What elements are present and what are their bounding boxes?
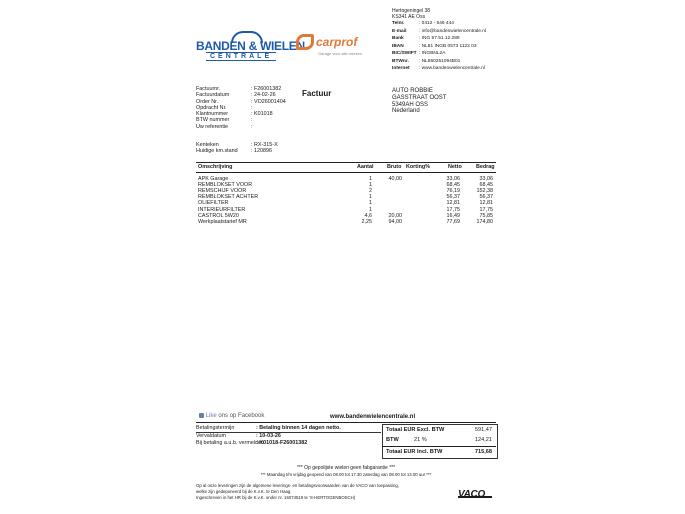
contact-label: Telnr. — [392, 21, 405, 26]
col-gross-header: Bruto — [387, 164, 402, 170]
facebook-like[interactable] — [199, 413, 264, 419]
table-row — [196, 188, 496, 194]
cell-qty: 4,6 — [364, 212, 372, 219]
contact-value: : ING 57.51.12.289 — [419, 36, 460, 41]
cell-desc: Werkplaatstarief MR — [198, 218, 247, 225]
totals-incl-label: Totaal EUR Incl. BTW — [386, 449, 443, 455]
payment-label: Betalingstermijn — [196, 425, 235, 431]
cell-qty: 1 — [369, 182, 372, 189]
meta-label: Uw referentie — [196, 123, 229, 130]
meta-row — [196, 124, 306, 130]
cell-net: 68,45 — [446, 182, 460, 189]
like-label: Like — [205, 413, 217, 420]
company-contact — [392, 20, 502, 73]
cell-qty: 1 — [369, 206, 372, 213]
contact-value: : NL81 INGB 0573 1122 03 — [419, 43, 477, 49]
cell-gross: 20,00 — [388, 212, 402, 219]
cell-amount: 12,81 — [479, 200, 493, 207]
contact-row — [392, 28, 502, 36]
col-desc-header: Omschrijving — [198, 164, 233, 170]
cell-desc: APK Garage — [198, 176, 229, 182]
cell-desc: REMBLOKSET ACHTER — [198, 194, 259, 201]
customer-line: AUTO ROBBIE — [392, 88, 433, 94]
meta-value: : K01018 — [251, 111, 273, 118]
cell-desc: INTERIEURFILTER — [198, 206, 246, 213]
website-link[interactable]: www.bandenwielencentrale.nl — [330, 414, 416, 420]
cell-qty: 2,25 — [361, 218, 372, 225]
cell-net: 16,49 — [446, 212, 460, 219]
meta-value: : F26001382 — [251, 86, 282, 92]
meta-value: : 24-02-26 — [251, 92, 276, 99]
cell-amount: 174,80 — [476, 218, 493, 225]
contact-label: Bank — [392, 36, 404, 41]
meta-label: Order Nr. — [196, 98, 219, 105]
table-row — [196, 207, 496, 213]
table-row — [196, 219, 496, 225]
cell-amount: 17,75 — [479, 206, 493, 213]
table-header-rule — [196, 172, 496, 173]
partner-logo — [296, 34, 376, 58]
meta-value: : — [251, 117, 253, 124]
vaco-text: VACO — [458, 489, 485, 500]
customer-line: GASSTRAAT OOST — [392, 94, 447, 101]
table-header — [196, 164, 496, 170]
customer-address — [392, 88, 446, 115]
contact-row — [392, 43, 502, 51]
cell-qty: 1 — [369, 194, 372, 201]
partner-tagline: Garage voor alle merken — [318, 51, 363, 56]
btw-rate: 21 % — [414, 437, 427, 443]
payment-label: Bij betaling a.u.b. vermelden — [196, 440, 265, 446]
cell-desc: CASTROL 5W20 — [198, 212, 239, 219]
meta-value: : — [251, 123, 253, 130]
meta-value: : VO26001404 — [251, 98, 286, 105]
meta-label: Huidige km.stand — [196, 148, 238, 155]
col-discount-header: Korting% — [406, 164, 430, 170]
cell-net: 76,19 — [446, 188, 460, 195]
note-polished-wheels: *** Op gepolijste wielen geen fabgarantie *** — [296, 465, 396, 471]
meta-value: : — [251, 104, 253, 111]
like-thumb-icon — [199, 413, 204, 418]
meta-label: Kenteken — [196, 142, 219, 148]
address-line: Hertogeningel 38 — [392, 8, 431, 14]
payment-row — [196, 433, 381, 441]
contact-row — [392, 65, 502, 73]
condition-line: Op al onze leveringen zijn de algemene leverings- en betalingsvoorwaarden van de VACO van toepassing, — [196, 483, 399, 488]
cell-qty: 2 — [369, 188, 372, 195]
contact-label: BTWnr. — [392, 58, 409, 64]
meta-label: Factuurnr. — [196, 86, 221, 92]
contact-label: E-mail — [392, 28, 407, 34]
table-row — [196, 194, 496, 200]
contact-value: : info@bandenwielencentrale.nl — [419, 28, 487, 34]
note-opening-hours: *** Maandag t/m vrijdag geopend van 08.00 tot 17.30 zaterdag van 08.00 tot 13.00 uur *** — [260, 472, 432, 477]
cell-amount: 56,37 — [479, 194, 493, 201]
contact-label: BIC/SWIFT — [392, 51, 417, 56]
cell-desc: OLIEFILTER — [198, 200, 229, 207]
table-top-rule — [196, 162, 496, 163]
customer-line: 5349AH OSS — [392, 101, 429, 108]
vehicle-info — [196, 142, 306, 155]
table-row — [196, 182, 496, 188]
payment-terms — [196, 425, 381, 448]
cell-desc: REMSCHIJF VOOR — [198, 188, 247, 195]
meta-value: : 120896 — [251, 148, 272, 155]
payment-value: : Betaling binnen 14 dagen netto. — [256, 425, 341, 431]
invoice-meta — [196, 86, 306, 130]
conditions-text — [196, 483, 436, 501]
meta-label: Factuurdatum — [196, 92, 230, 99]
contact-row — [392, 58, 502, 66]
btw-value: 124,21 — [474, 437, 492, 443]
cell-qty: 1 — [369, 176, 372, 182]
meta-label: Klantnummer — [196, 111, 229, 118]
contact-row — [392, 50, 502, 58]
table-row — [196, 200, 496, 206]
contact-label: Internet — [392, 66, 410, 71]
cell-gross: 94,00 — [388, 218, 402, 225]
meta-value: : RX-315-X — [251, 142, 278, 148]
facebook-label: ons op Facebook — [218, 413, 265, 420]
cell-amount: 152,38 — [476, 188, 493, 195]
condition-line: Ingeschreven in het HR bij de K.v.K. onder nr. 16074519 te 'S-HERTOGENBOSCH) — [196, 495, 356, 500]
payment-value: : K01018-F26001382 — [256, 440, 308, 446]
contact-value: : 0412 - 646 444 — [419, 21, 454, 26]
partner-brand: carprof — [316, 35, 358, 49]
contact-row — [392, 35, 502, 43]
contact-value: : NL850251094B01 — [419, 58, 461, 64]
footer-top-rule — [196, 422, 496, 423]
cell-amount: 75,85 — [479, 212, 493, 219]
meta-label: BTW nummer — [196, 117, 230, 124]
logo-name-line2: CENTRALE — [206, 52, 276, 61]
condition-line: welke zijn gedeponeerd bij de K.v.K. te Den Haag. — [196, 489, 292, 494]
meta-row — [196, 148, 306, 154]
contact-label: IBAN — [392, 43, 404, 49]
logo-name-line1: BANDEN & WIELEN — [196, 39, 305, 53]
totals-rule — [382, 446, 496, 447]
company-address — [392, 8, 430, 20]
col-net-header: Netto — [448, 164, 462, 170]
col-amount-header: Bedrag — [476, 164, 495, 170]
cell-amount: 68,45 — [479, 182, 493, 189]
cell-net: 56,37 — [446, 194, 460, 201]
contact-row — [392, 20, 502, 28]
vaco-logo — [458, 484, 492, 498]
payment-row — [196, 440, 381, 448]
contact-value: : INGBNL2A — [419, 51, 446, 56]
cell-net: 33,06 — [446, 176, 460, 182]
totals-excl-label: Totaal EUR Excl. BTW — [386, 427, 445, 433]
btw-label: BTW — [386, 437, 399, 443]
customer-line: Nederland — [392, 108, 420, 115]
payment-value: : 10-03-26 — [256, 432, 281, 439]
table-row — [196, 176, 496, 182]
payment-rule — [196, 432, 381, 433]
cell-net: 77,69 — [446, 218, 460, 225]
company-logo — [196, 31, 305, 60]
totals-incl-value: 715,68 — [474, 449, 492, 455]
contact-value: : www.bandenwielencentrale.nl — [419, 66, 485, 71]
cell-net: 17,75 — [446, 206, 460, 213]
totals-excl-value: 591,47 — [474, 427, 492, 433]
partner-mark-icon — [296, 34, 314, 50]
col-qty-header: Aantal — [357, 164, 374, 170]
table-row — [196, 213, 496, 219]
cell-desc: REMBLOKSET VOOR — [198, 182, 253, 189]
address-line: KS341 AE Oss — [392, 14, 426, 20]
cell-amount: 33,06 — [479, 176, 493, 182]
cell-net: 12,81 — [446, 200, 460, 207]
cell-gross: 40,00 — [388, 176, 402, 182]
invoice-title: Factuur — [302, 89, 332, 98]
meta-label: Opdracht Nr. — [196, 104, 227, 111]
payment-label: Vervaldatum — [196, 432, 226, 439]
cell-qty: 1 — [369, 200, 372, 207]
